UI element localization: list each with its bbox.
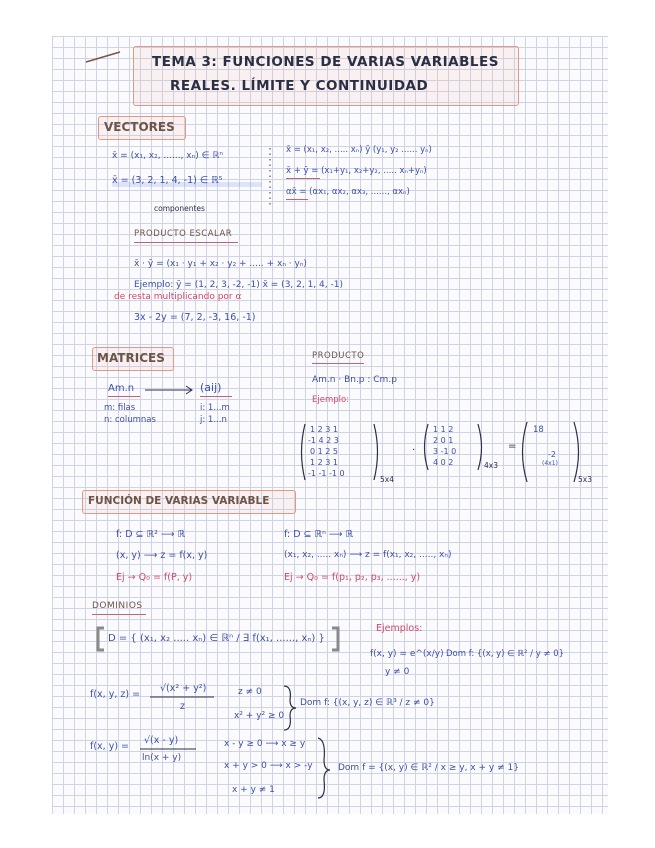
vector-sum: x̄ + ȳ = (x₁+y₁, x₂+y₂, ..... xₙ+yₙ)	[286, 166, 427, 176]
vectores-heading: VECTORES	[104, 120, 175, 134]
example3-denominator: ln(x + y)	[142, 753, 182, 763]
example3-condition-2: x + y > 0 ⟶ x > -y	[224, 761, 313, 771]
result-second: -2	[548, 450, 556, 459]
function-rn-example: Ej → Q₀ = f(p₁, p₂, p₃, ......, y)	[284, 572, 421, 583]
underline	[286, 178, 320, 179]
matrix-a-row: -1 4 2 3	[308, 436, 339, 445]
underline	[312, 363, 364, 364]
matrix-a-left-bracket	[302, 424, 306, 480]
ejemplos-label: Ejemplos:	[376, 623, 423, 634]
equals-sign: =	[508, 441, 517, 452]
example1-domain: Dom f: {(x, y) ∈ ℝ² / y ≠ 0}	[446, 649, 565, 659]
underline	[108, 396, 140, 397]
title-line-2: REALES. LÍMITE Y CONTINUIDAD	[170, 78, 429, 94]
function-rn-def: f: D ⊆ ℝⁿ ⟶ ℝ	[284, 529, 354, 540]
result-dim: 5x3	[578, 475, 592, 484]
matrix-a-row: 0 1 2 5	[310, 447, 338, 456]
matrix-a-row: -1 -1 -1 0	[308, 469, 345, 478]
matrix-element: (aij)	[200, 381, 222, 394]
example3-numerator: √(x - y)	[144, 735, 179, 746]
function-r2-map: (x, y) ⟶ z = f(x, y)	[116, 550, 208, 561]
scalar-product-result: 3x - 2y = (7, 2, -3, 16, -1)	[134, 312, 256, 323]
underline	[200, 396, 232, 397]
matrix-c-left-bracket	[523, 422, 528, 482]
matrix-b-dim: 4x3	[484, 461, 498, 470]
scalar-product-example: Ejemplo: ȳ = (1, 2, 3, -2, -1) x̄ = (3, 2, 1, 4, -1)	[134, 280, 343, 290]
underline	[92, 614, 146, 615]
example2-condition-2: x² + y² ≥ 0	[234, 711, 285, 721]
example1-function: f(x, y) = e^(x/y)	[370, 649, 444, 659]
function-r2-def: f: D ⊆ ℝ² ⟶ ℝ	[116, 529, 186, 540]
producto-heading: PRODUCTO	[312, 351, 365, 361]
function-r2-example: Ej → Q₀ = f(P, y)	[116, 572, 193, 583]
vector-pair: x̄ = (x₁, x₂, ..... xₙ) ȳ (y₁, y₂ ...... yₙ)	[286, 145, 432, 155]
example2-condition-1: z ≠ 0	[238, 687, 262, 697]
ejemplo-label: Ejemplo:	[312, 395, 350, 405]
matrix-b-row: 4 0 2	[433, 458, 454, 467]
underline	[134, 242, 238, 243]
matrix-b-left-bracket	[425, 424, 429, 470]
scalar-product-note: de resta multiplicando por α	[114, 292, 242, 302]
producto-escalar-heading: PRODUCTO ESCALAR	[134, 229, 233, 239]
dominios-heading: DOMINIOS	[92, 601, 143, 611]
underline	[286, 199, 308, 200]
scalar-product-formula: x̄ · ȳ = (x₁ · y₁ + x₂ · y₂ + ..... + xₙ · yₙ)	[134, 259, 307, 269]
matrix-notation: Am.n	[108, 383, 135, 394]
i-range: i: 1...m	[200, 403, 230, 413]
domain-right-bracket	[332, 628, 338, 650]
dot-operator: ·	[412, 445, 416, 456]
columns-label: n: columnas	[104, 415, 156, 425]
result-first: 18	[533, 425, 544, 435]
matrix-b-row: 3 -1 0	[433, 447, 457, 456]
example2-denominator: z	[180, 701, 185, 712]
example3-function: f(x, y) =	[90, 741, 130, 752]
domain-left-bracket	[98, 628, 104, 650]
matrices-heading: MATRICES	[97, 351, 165, 365]
pen-stroke	[86, 52, 120, 62]
matrix-a-row: 1 2 3 1	[310, 425, 338, 434]
title-line-1: TEMA 3: FUNCIONES DE VARIAS VARIABLES	[152, 54, 499, 70]
matrix-b-row: 2 0 1	[433, 436, 454, 445]
j-range: j: 1...n	[200, 415, 227, 425]
matrix-a-row: 1 2 3 1	[310, 458, 338, 467]
example2-domain: Dom f: {(x, y, z) ∈ ℝ³ / z ≠ 0}	[300, 698, 435, 708]
right-brace	[284, 686, 296, 730]
matrix-c-right-bracket	[574, 422, 579, 482]
components-label: componentes	[154, 204, 205, 213]
producto-formula: Am.n · Bn.p : Cm.p	[312, 375, 397, 385]
rows-label: m: filas	[104, 403, 136, 413]
matrix-a-right-bracket	[374, 424, 378, 480]
example2-numerator: √(x² + y²)	[160, 683, 207, 694]
right-brace-2	[318, 738, 330, 798]
domain-definition: D = { (x₁, x₂ ..... xₙ) ∈ ℝⁿ / ∃ f(x₁, ......, xₙ) }	[108, 633, 325, 644]
funcion-heading: FUNCIÓN DE VARIAS VARIABLE	[88, 495, 270, 507]
vector-definition: x̄ = (x₁, x₂, ......, xₙ) ∈ ℝⁿ	[112, 151, 223, 161]
example2-function: f(x, y, z) =	[90, 689, 141, 700]
matrix-b-right-bracket	[478, 424, 482, 470]
vector-example: x̄ = (3, 2, 1, 4, -1) ∈ ℝ⁵	[112, 175, 223, 186]
example3-domain: Dom f = {(x, y) ∈ ℝ² / x ≥ y, x + y ≠ 1}	[338, 763, 519, 773]
matrix-b-row: 1 1 2	[433, 425, 454, 434]
vector-scalar: αx̄ = (αx₁, αx₂, αx₃, ......, αxₙ)	[286, 187, 410, 197]
example1-condition: y ≠ 0	[385, 667, 410, 677]
example3-condition-1: x - y ≥ 0 ⟶ x ≥ y	[224, 739, 306, 749]
matrix-a-dim: 5x4	[380, 475, 394, 484]
function-rn-map: (x₁, x₂, ..... xₙ) ⟶ z = f(x₁, x₂, ....., xₙ)	[284, 550, 452, 560]
example3-condition-3: x + y ≠ 1	[232, 785, 275, 795]
result-note: (4x1)	[542, 460, 558, 467]
arrow-icon	[145, 386, 192, 394]
